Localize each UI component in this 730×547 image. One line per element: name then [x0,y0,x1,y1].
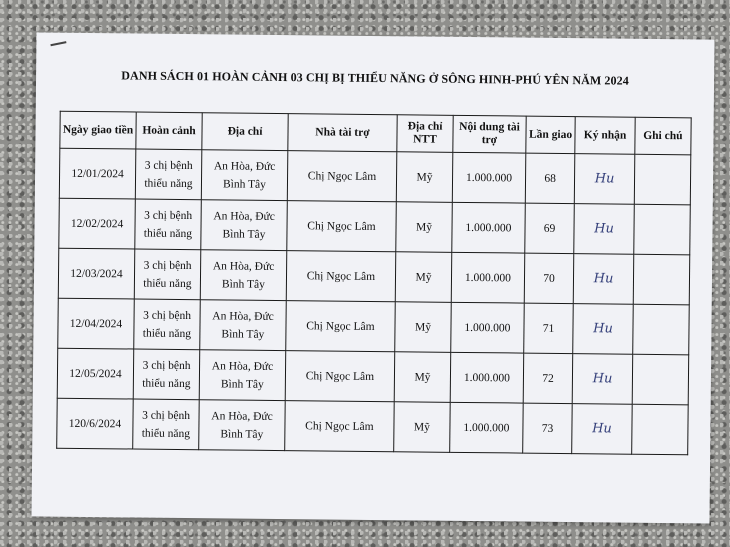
cell-sponsor-address: Mỹ [396,202,453,253]
cell-content: 1.000.000 [452,202,525,253]
cell-sponsor: Chị Ngọc Lâm [286,251,396,302]
cell-note [634,204,691,255]
cell-date: 12/04/2024 [58,298,135,349]
cell-situation: 3 chị bệnh thiểu năng [133,399,200,450]
header-note: Ghi chú [635,117,692,155]
cell-date: 12/01/2024 [59,148,136,199]
cell-sponsor-address: Mỹ [394,402,451,453]
cell-date: 12/02/2024 [59,198,136,249]
cell-situation: 3 chị bệnh thiểu năng [134,299,201,350]
cell-note [634,154,691,205]
cell-sponsor: Chị Ngọc Lâm [287,151,397,202]
cell-signature: Hu [573,304,633,355]
pen-mark [50,41,66,46]
cell-content: 1.000.000 [452,152,525,203]
cell-signature: Hu [572,404,632,455]
table-row [58,298,689,355]
cell-signature: Hu [575,154,635,205]
cell-date: 12/03/2024 [58,248,135,299]
cell-note [633,254,690,305]
cell-note [632,354,689,405]
header-count: Lần giao [526,116,576,154]
cell-date: 120/6/2024 [57,398,134,449]
document-sheet [31,32,714,523]
table-row [58,248,689,305]
cell-sponsor: Chị Ngọc Lâm [287,201,397,252]
cell-situation: 3 chị bệnh thiểu năng [135,149,202,200]
cell-content: 1.000.000 [450,352,523,403]
cell-address: An Hòa, Đức Bình Tây [199,400,285,451]
header-address: Địa chỉ [202,113,288,151]
cell-address: An Hòa, Đức Bình Tây [201,150,287,201]
cell-situation: 3 chị bệnh thiểu năng [135,199,202,250]
header-situation: Hoàn cảnh [136,112,202,150]
cell-address: An Hòa, Đức Bình Tây [200,250,286,301]
cell-sponsor: Chị Ngọc Lâm [286,301,396,352]
cell-note [632,304,689,355]
cell-signature: Hu [574,254,634,305]
cell-content: 1.000.000 [451,252,524,303]
cell-note [631,404,688,455]
cell-content: 1.000.000 [450,402,523,453]
cell-sponsor: Chị Ngọc Lâm [285,351,395,402]
cell-count: 68 [525,153,575,204]
cell-sponsor-address: Mỹ [394,352,451,403]
table-row [57,348,688,405]
table-row [59,148,690,205]
cell-situation: 3 chị bệnh thiểu năng [133,349,200,400]
table-row [59,198,690,255]
cell-signature: Hu [573,354,633,405]
document-title: DANH SÁCH 01 HOÀN CẢNH 03 CHỊ BỊ THIỂU NĂNG Ở SÔNG HINH-PHÚ YÊN NĂM 2024 [121,68,629,88]
cell-situation: 3 chị bệnh thiểu năng [134,249,201,300]
cell-sponsor: Chị Ngọc Lâm [285,401,395,452]
table-row [57,398,688,455]
header-signature: Ký nhận [575,117,635,155]
cell-address: An Hòa, Đức Bình Tây [200,300,286,351]
recipient-table [56,111,692,456]
cell-sponsor-address: Mỹ [395,302,452,353]
cell-count: 72 [523,353,573,404]
cell-address: An Hòa, Đức Bình Tây [199,350,285,401]
cell-count: 73 [522,403,572,454]
cell-content: 1.000.000 [451,302,524,353]
cell-count: 69 [525,203,575,254]
cell-address: An Hòa, Đức Bình Tây [201,200,287,251]
header-sponsor-address: Địa chỉ NTT [397,115,454,153]
cell-signature: Hu [574,204,634,255]
header-date: Ngày giao tiền [60,111,136,149]
cell-count: 71 [524,303,574,354]
cell-sponsor-address: Mỹ [395,252,452,303]
cell-sponsor-address: Mỹ [396,152,453,203]
header-content: Nội dung tài trợ [453,115,526,153]
cell-count: 70 [524,253,574,304]
cell-date: 12/05/2024 [57,348,134,399]
header-sponsor: Nhà tài trợ [288,114,397,152]
